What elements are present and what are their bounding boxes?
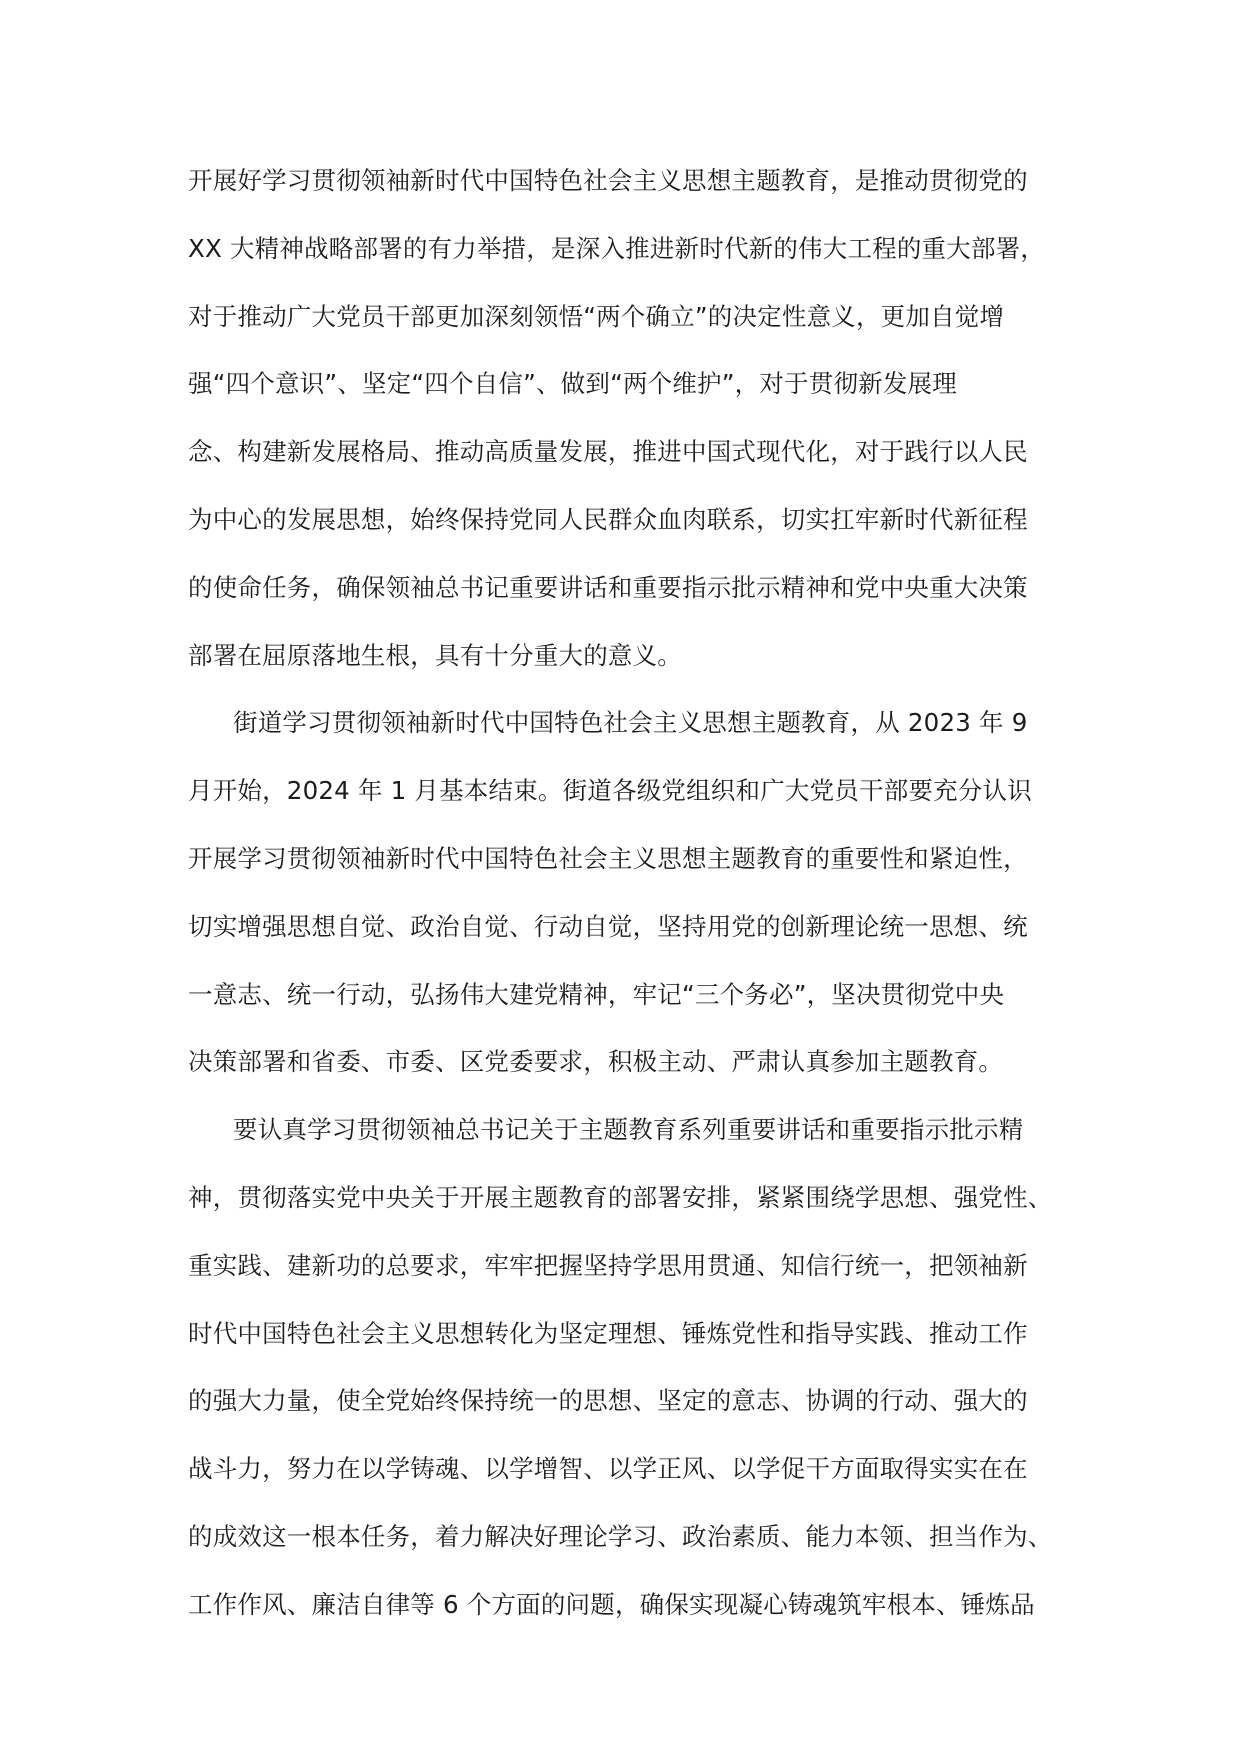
text-line: 部署在屈原落地生根，具有十分重大的意义。 xyxy=(188,640,682,670)
text-line: 的成效这一根本任务，着力解决好理论学习、政治素质、能力本领、担当作为、 xyxy=(188,1521,1053,1551)
text-line: 神，贯彻落实党中央关于开展主题教育的部署安排，紧紧围绕学思想、强党性、 xyxy=(188,1182,1053,1212)
text-line: 开展学习贯彻领袖新时代中国特色社会主义思想主题教育的重要性和紧迫性， xyxy=(188,843,1028,873)
text-line: 的强大力量，使全党始终保持统一的思想、坚定的意志、协调的行动、强大的 xyxy=(188,1386,1028,1416)
text-line: 一意志、统一行动，弘扬伟大建党精神，牢记“三个务必”，坚决贯彻党中央 xyxy=(188,979,1005,1009)
text-line: 对于推动广大党员干部更加深刻领悟“两个确立”的决定性意义，更加自觉增 xyxy=(188,301,1005,331)
paragraph-first-line: 要认真学习贯彻领袖总书记关于主题教育系列重要讲话和重要指示批示精 xyxy=(233,1115,1024,1145)
text-line: 开展好学习贯彻领袖新时代中国特色社会主义思想主题教育，是推动贯彻党的 xyxy=(188,166,1028,195)
document-body xyxy=(188,166,1058,1658)
text-line: 战斗力，努力在以学铸魂、以学增智、以学正风、以学促干方面取得实实在在 xyxy=(188,1454,1028,1484)
text-line: 为中心的发展思想，始终保持党同人民群众血肉联系，切实扛牢新时代新征程 xyxy=(188,504,1028,534)
text-line: 重实践、建新功的总要求，牢牢把握坚持学思用贯通、知信行统一，把领袖新 xyxy=(188,1250,1028,1280)
text-line: 时代中国特色社会主义思想转化为坚定理想、锤炼党性和指导实践、推动工作 xyxy=(188,1318,1028,1348)
text-line: 月开始，2024 年 1 月基本结束。街道各级党组织和广大党员干部要充分认识 xyxy=(188,776,1032,806)
text-line: 的使命任务，确保领袖总书记重要讲话和重要指示批示精神和党中央重大决策 xyxy=(188,572,1028,602)
paragraph-first-line: 街道学习贯彻领袖新时代中国特色社会主义思想主题教育，从 2023 年 9 xyxy=(233,708,1028,738)
text-line: 强“四个意识”、坚定“四个自信”、做到“两个维护”，对于贯彻新发展理 xyxy=(188,369,957,399)
text-line: 切实增强思想自觉、政治自觉、行动自觉，坚持用党的创新理论统一思想、统 xyxy=(188,911,1028,941)
text-line: 决策部署和省委、市委、区党委要求，积极主动、严肃认真参加主题教育。 xyxy=(188,1047,1004,1077)
text-line: 工作作风、廉洁自律等 6 个方面的问题，确保实现凝心铸魂筑牢根本、锤炼品 xyxy=(188,1589,1035,1619)
text-line: 念、构建新发展格局、推动高质量发展，推进中国式现代化，对于践行以人民 xyxy=(188,437,1028,467)
text-line: XX 大精神战略部署的有力举措，是深入推进新时代新的伟大工程的重大部署， xyxy=(188,233,1046,263)
